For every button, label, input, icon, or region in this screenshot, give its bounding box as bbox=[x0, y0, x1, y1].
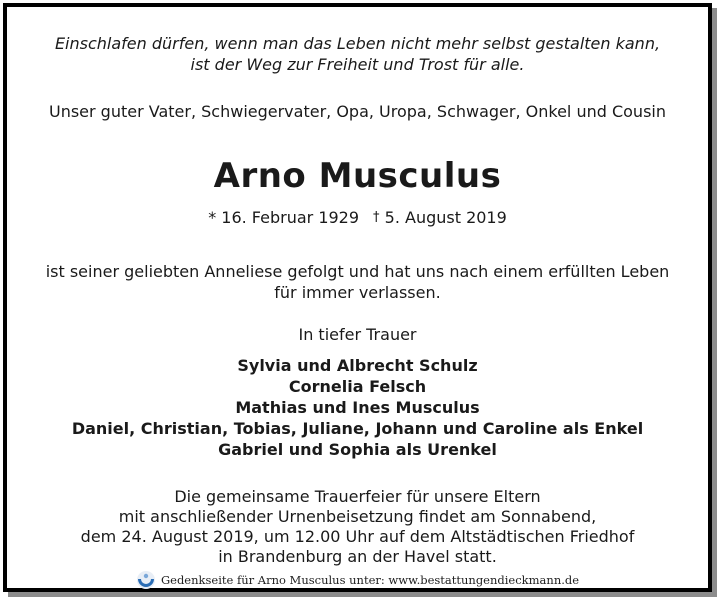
mourning-label: In tiefer Trauer bbox=[298, 325, 417, 344]
motto-line-1: Einschlafen dürfen, wenn man das Leben nicht mehr selbst gestalten kann, bbox=[54, 34, 661, 53]
death-cross-icon: † bbox=[373, 210, 380, 225]
service-line: Die gemeinsame Trauerfeier für unsere Eltern bbox=[174, 487, 541, 506]
message-line-2: für immer verlassen. bbox=[274, 283, 441, 302]
memorial-page-footer bbox=[7, 570, 708, 590]
service-info bbox=[7, 487, 708, 567]
birth-date: * 16. Februar 1929 bbox=[208, 208, 360, 227]
message-line-1: ist seiner geliebten Anneliese gefolgt und hat uns nach einem erfüllten Leben bbox=[45, 262, 670, 281]
deceased-name: Arno Musculus bbox=[213, 156, 502, 196]
memorial-page-link[interactable]: Gedenkseite für Arno Musculus unter: www.bestattungendieckmann.de bbox=[160, 573, 580, 587]
family-member: Sylvia und Albrecht Schulz bbox=[237, 356, 478, 375]
service-line: dem 24. August 2019, um 12.00 Uhr auf dem Altstädtischen Friedhof bbox=[80, 527, 635, 546]
message-text bbox=[7, 261, 708, 303]
intro-text: Unser guter Vater, Schwiegervater, Opa, Uropa, Schwager, Onkel und Cousin bbox=[48, 102, 666, 121]
life-dates bbox=[7, 208, 708, 228]
family-member: Mathias und Ines Musculus bbox=[235, 398, 480, 417]
service-line: mit anschließender Urnenbeisetzung findet am Sonnabend, bbox=[118, 507, 597, 526]
motto-line-2: ist der Weg zur Freiheit und Trost für alle. bbox=[190, 55, 525, 74]
obituary-card bbox=[3, 3, 712, 592]
memorial-logo-icon bbox=[136, 570, 156, 590]
family-member: Gabriel und Sophia als Urenkel bbox=[218, 440, 497, 459]
family-member: Cornelia Felsch bbox=[288, 377, 427, 396]
service-line: in Brandenburg an der Havel statt. bbox=[218, 547, 497, 566]
family-list bbox=[7, 355, 708, 460]
family-member: Daniel, Christian, Tobias, Juliane, Johann und Caroline als Enkel bbox=[71, 419, 644, 438]
motto-quote bbox=[7, 33, 708, 75]
death-date: 5. August 2019 bbox=[384, 208, 507, 227]
